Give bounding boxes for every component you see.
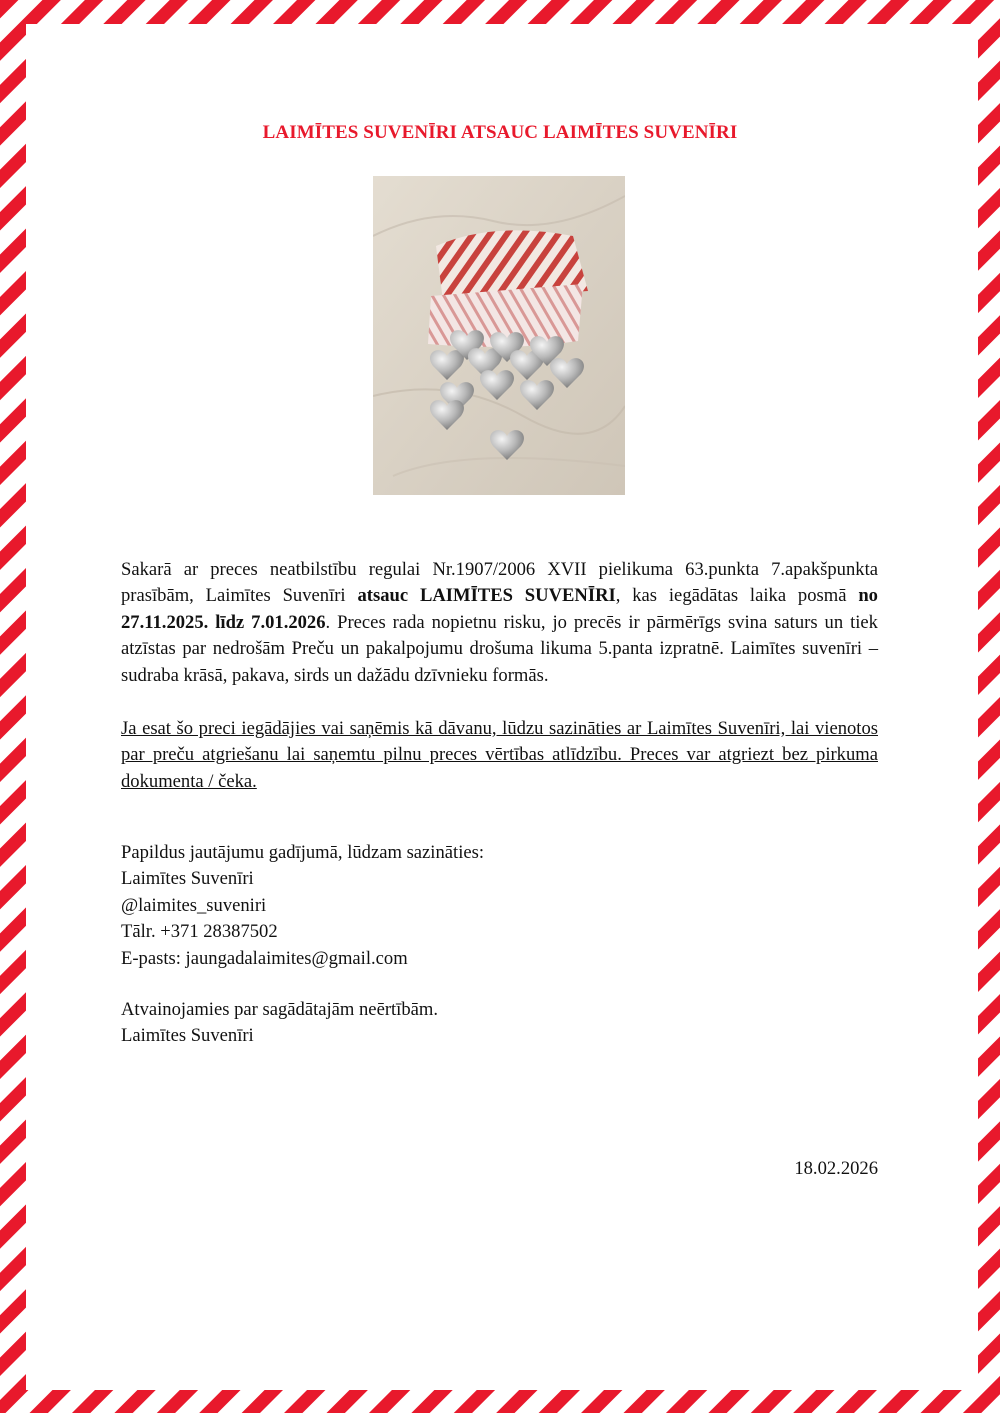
contact-handle: @laimites_suveniri — [121, 894, 267, 916]
recall-text-1: Sakarā ar preces neatbilstību regulai Nr.1907/2006 XVII pielikuma 63.punkta 7.apakšpunkta prasībām, Laimītes Suvenīri — [121, 559, 878, 607]
recall-period-bold: no 27.11.2025. līdz 7.01.2026 — [121, 585, 878, 633]
contact-email: E-pasts: jaungadalaimites@gmail.com — [121, 947, 408, 969]
closing-block — [121, 997, 438, 1050]
contact-phone: Tālr. +371 28387502 — [121, 921, 278, 943]
signature: Laimītes Suvenīri — [121, 1025, 254, 1047]
contact-name: Laimītes Suvenīri — [121, 868, 254, 890]
recall-text-2: , kas iegādātas laika posmā — [615, 585, 859, 607]
document-date: 18.02.2026 — [794, 1158, 878, 1179]
contact-intro: Papildus jautājumu gadījumā, lūdzam sazināties: — [121, 842, 485, 863]
return-instructions: Ja esat šo preci iegādājies vai saņēmis kā dāvanu, lūdzu sazināties ar Laimītes Suvenīri, lai vienotos par preču atgriešanu lai saņemtu pilnu preces vērtības atlīdzību. Preces var atgriezt bez pirkuma dokumenta / čeka. — [121, 718, 878, 792]
recall-product-bold: atsauc LAIMĪTES SUVENĪRI — [357, 585, 616, 607]
recall-text-3: . Preces rada nopietnu risku, jo precēs ir pārmērīgs svina saturs un tiek atzīstas par nedrošām Preču un pakalpojumu drošuma likuma 5.panta izpratnē. Laimītes suvenīri – sudraba krāsā, pakava, sirds un dažādu dzīvnieku formās. — [121, 611, 878, 686]
recall-paragraph — [121, 557, 878, 689]
apology: Atvainojamies par sagādātajām neērtībām. — [121, 999, 439, 1020]
page-title: LAIMĪTES SUVENĪRI ATSAUC LAIMĪTES SUVENĪRI — [262, 122, 738, 143]
product-photo — [373, 176, 625, 495]
contact-block — [121, 840, 484, 972]
